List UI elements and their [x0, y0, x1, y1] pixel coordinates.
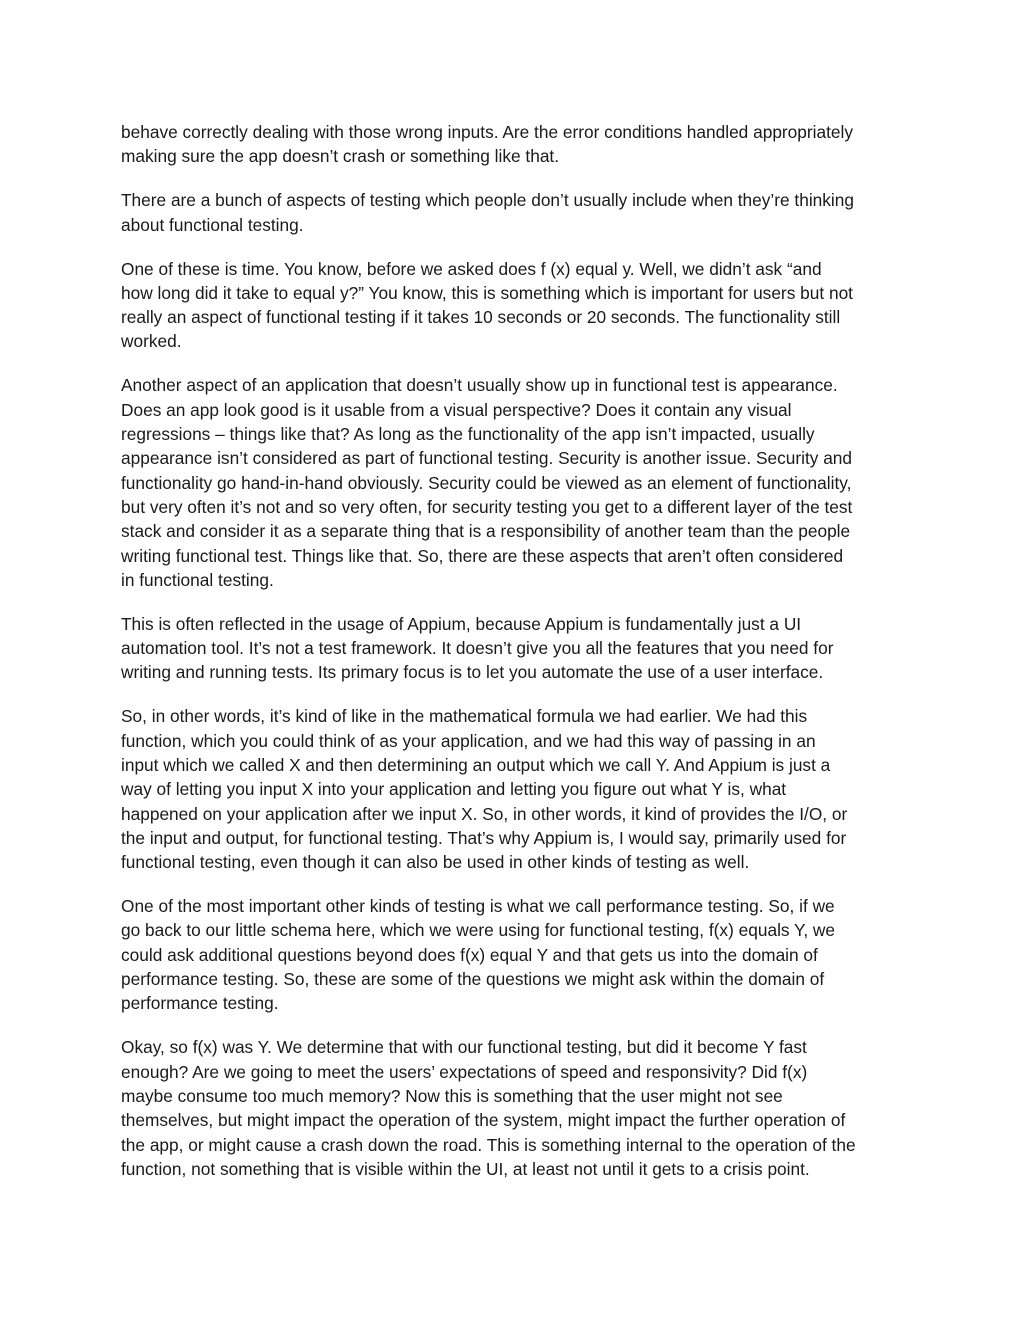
text-line: happened on your application after we input X. So, in other words, it kind of provides the I/O, or	[121, 803, 848, 824]
text-line: in functional testing.	[121, 569, 274, 590]
text-line: input which we called X and then determining an output which we call Y. And Appium is just a	[121, 754, 831, 775]
text-line: about functional testing.	[121, 214, 304, 235]
text-line: performance testing. So, these are some of the questions we might ask within the domain of	[121, 969, 825, 990]
paragraph-4	[121, 373, 921, 592]
text-line: could ask additional questions beyond does f(x) equal Y and that gets us into the domain of	[121, 944, 818, 965]
text-line: There are a bunch of aspects of testing which people don’t usually include when they’re thinking	[121, 190, 854, 211]
text-line: making sure the app doesn’t crash or something like that.	[121, 146, 560, 167]
text-line: Does an app look good is it usable from a visual perspective? Does it contain any visual	[121, 399, 792, 420]
text-line: Another aspect of an application that doesn’t usually show up in functional test is appearance.	[121, 375, 838, 396]
text-line: Okay, so f(x) was Y. We determine that with our functional testing, but did it become Y fast	[121, 1037, 807, 1058]
text-line: regressions – things like that? As long as the functionality of the app isn’t impacted, usually	[121, 424, 815, 445]
text-line: So, in other words, it’s kind of like in the mathematical formula we had earlier. We had this	[121, 706, 808, 727]
paragraph-8	[121, 1035, 921, 1181]
text-line: One of the most important other kinds of testing is what we call performance testing. So, if we	[121, 896, 835, 917]
text-line: performance testing.	[121, 993, 279, 1014]
text-line: functional testing, even though it can also be used in other kinds of testing as well.	[121, 852, 750, 873]
text-line: how long did it take to equal y?” You know, this is something which is important for users but not	[121, 282, 853, 303]
paragraph-2	[121, 188, 921, 237]
text-line: function, which you could think of as your application, and we had this way of passing in an	[121, 730, 816, 751]
paragraph-3	[121, 257, 921, 354]
text-line: appearance isn’t considered as part of functional testing. Security is another issue. Security and	[121, 448, 853, 469]
text-line: One of these is time. You know, before we asked does f (x) equal y. Well, we didn’t ask “and	[121, 258, 822, 279]
text-line: writing and running tests. Its primary focus is to let you automate the use of a user interface.	[121, 662, 824, 683]
paragraph-1	[121, 120, 921, 169]
text-line: go back to our little schema here, which we were using for functional testing, f(x) equals Y, we	[121, 920, 836, 941]
paragraph-5	[121, 612, 921, 685]
text-line: way of letting you input X into your application and letting you figure out what Y is, what	[121, 779, 787, 800]
text-line: worked.	[121, 331, 182, 352]
text-line: behave correctly dealing with those wrong inputs. Are the error conditions handled appropriately	[121, 122, 854, 142]
text-line: This is often reflected in the usage of Appium, because Appium is fundamentally just a UI	[121, 613, 802, 634]
text-line: themselves, but might impact the operation of the system, might impact the further operation of	[121, 1110, 846, 1131]
text-line: enough? Are we going to meet the users’ expectations of speed and responsivity? Did f(x)	[121, 1061, 808, 1082]
text-line: function, not something that is visible within the UI, at least not until it gets to a crisis point.	[121, 1158, 810, 1179]
text-line: really an aspect of functional testing if it takes 10 seconds or 20 seconds. The functionality still	[121, 307, 841, 328]
text-line: the app, or might cause a crash down the road. This is something internal to the operation of the	[121, 1134, 856, 1155]
text-line: the input and output, for functional testing. That’s why Appium is, I would say, primarily used for	[121, 827, 847, 848]
paragraph-6	[121, 704, 921, 874]
text-line: writing functional test. Things like that. So, there are these aspects that aren’t often considered	[121, 545, 844, 566]
text-line: maybe consume too much memory? Now this is something that the user might not see	[121, 1085, 783, 1106]
document-page	[121, 120, 921, 1201]
text-line: but very often it’s not and so very often, for security testing you get to a different layer of the test	[121, 496, 853, 517]
text-line: stack and consider it as a separate thing that is a responsibility of another team than the people	[121, 521, 851, 542]
text-line: functionality go hand-in-hand obviously. Security could be viewed as an element of functionality,	[121, 472, 852, 493]
paragraph-7	[121, 894, 921, 1015]
text-line: automation tool. It’s not a test framework. It doesn’t give you all the features that you need for	[121, 638, 834, 659]
